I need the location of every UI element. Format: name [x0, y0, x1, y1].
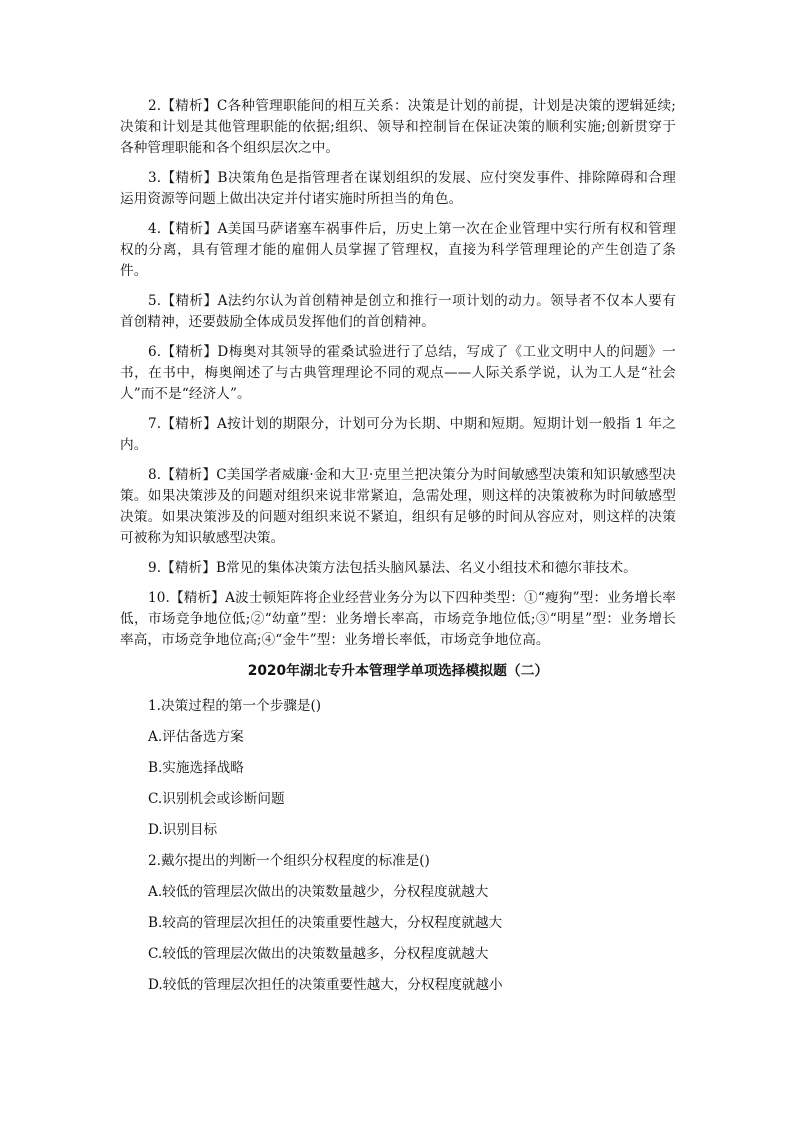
section-title: 2020年湖北专升本管理学单项选择模拟题（二）: [247, 663, 549, 679]
analysis-tag: 【精析】: [161, 98, 217, 114]
analysis-tag: 【精析】: [161, 293, 218, 309]
answer-letter: B: [215, 560, 227, 576]
item-number: 9.: [148, 560, 162, 576]
analysis-tag: 【精析】: [169, 590, 226, 606]
option-d: D.较低的管理层次担任的决策重要性越大，分权程度就越小: [148, 977, 503, 993]
analysis-text: 决策角色是指管理者在谋划组织的发展、应付突发事件、排除障碍和合理运用资源等问题上做出决定并付诸实施时所担当的角色。: [120, 170, 677, 207]
analysis-item: [120, 465, 676, 549]
analysis-item: [120, 96, 676, 159]
answer-letter: C: [216, 98, 228, 114]
analysis-tag: 【精析】: [161, 467, 217, 483]
document-page: [120, 96, 676, 1006]
answer-letter: A: [217, 221, 228, 237]
answer-letter: A: [225, 590, 235, 606]
question-list: [120, 696, 676, 995]
analysis-text: 各种管理职能间的相互关系：决策是计划的前提，计划是决策的逻辑延续;决策和计划是其他管理职能的依据;组织、领导和控制旨在保证决策的顺利实施;创新贯穿于各种管理职能和各个组织层次之中。: [120, 98, 676, 156]
analysis-item: [120, 342, 676, 405]
item-number: 4.: [148, 221, 162, 237]
item-number: 3.: [148, 170, 162, 186]
item-number: 7.: [148, 416, 162, 432]
analysis-item: [120, 219, 676, 282]
question-stem: 1.决策过程的第一个步骤是(): [148, 698, 322, 714]
answer-letter: A: [217, 293, 228, 309]
analysis-text: 美国学者威廉·金和大卫·克里兰把决策分为时间敏感型决策和知识敏感型决策。如果决策涉及的问题对组织来说非常紧迫，急需处理，则这样的决策被称为时间敏感型决策。如果决策涉及的问题对组织来说不紧迫，组织有足够的时间从容应对，则这样的决策可被称为知识敏感型决策。: [120, 467, 676, 546]
analysis-item: [120, 558, 676, 579]
option-b: B.实施选择战略: [148, 760, 244, 776]
analysis-tag: 【精析】: [161, 221, 218, 237]
option-c: C.较低的管理层次做出的决策数量越多，分权程度就越大: [148, 946, 489, 962]
analysis-text: 按计划的期限分，计划可分为长期、中期和短期。短期计划一般指 1 年之内。: [120, 416, 676, 453]
analysis-text: 法约尔认为首创精神是创立和推行一项计划的动力。领导者不仅本人要有首创精神，还要鼓励全体成员发挥他们的首创精神。: [120, 293, 676, 330]
question-2: [148, 851, 676, 995]
analysis-item: [120, 588, 676, 651]
analysis-item: [120, 414, 676, 456]
analysis-text: 常见的集体决策方法包括头脑风暴法、名义小组技术和德尔菲技术。: [226, 560, 637, 576]
analysis-tag: 【精析】: [161, 560, 216, 576]
item-number: 6.: [148, 344, 162, 360]
answer-letter: A: [217, 416, 227, 432]
analysis-list: [120, 96, 676, 651]
option-d: D.识别目标: [148, 822, 218, 838]
analysis-tag: 【精析】: [161, 416, 218, 432]
answer-letter: D: [217, 344, 229, 360]
answer-letter: C: [216, 467, 227, 483]
item-number: 5.: [148, 293, 162, 309]
option-c: C.识别机会或诊断问题: [148, 791, 285, 807]
analysis-tag: 【精析】: [161, 170, 218, 186]
option-a: A.评估备选方案: [148, 729, 244, 745]
item-number: 8.: [148, 467, 162, 483]
analysis-tag: 【精析】: [161, 344, 218, 360]
analysis-item: [120, 291, 676, 333]
analysis-text: 波士顿矩阵将企业经营业务分为以下四种类型：①“瘦狗”型：业务增长率低，市场竞争地位低;②“幼童”型：业务增长率高，市场竞争地位低;③“明星”型：业务增长率高，市场竞争地位高;④“金牛”型：业务增长率低，市场竞争地位高。: [120, 590, 676, 648]
option-b: B.较高的管理层次担任的决策重要性越大，分权程度就越大: [148, 915, 503, 931]
analysis-text: 美国马萨诸塞车祸事件后，历史上第一次在企业管理中实行所有权和管理权的分离，具有管理才能的雇佣人员掌握了管理权，直接为科学管理理论的产生创造了条件。: [120, 221, 676, 279]
item-number: 10.: [148, 590, 170, 606]
option-a: A.较低的管理层次做出的决策数量越少，分权程度就越大: [148, 884, 489, 900]
item-number: 2.: [148, 98, 162, 114]
question-stem: 2.戴尔提出的判断一个组织分权程度的标准是(): [148, 853, 430, 869]
answer-letter: B: [217, 170, 228, 186]
analysis-text: 梅奥对其领导的霍桑试验进行了总结，写成了《工业文明中人的问题》一书，在书中，梅奥阐述了与古典管理理论不同的观点——人际关系学说，认为工人是“社会人”而不是“经济人”。: [120, 344, 676, 402]
question-1: [148, 696, 676, 840]
analysis-item: [120, 168, 676, 210]
